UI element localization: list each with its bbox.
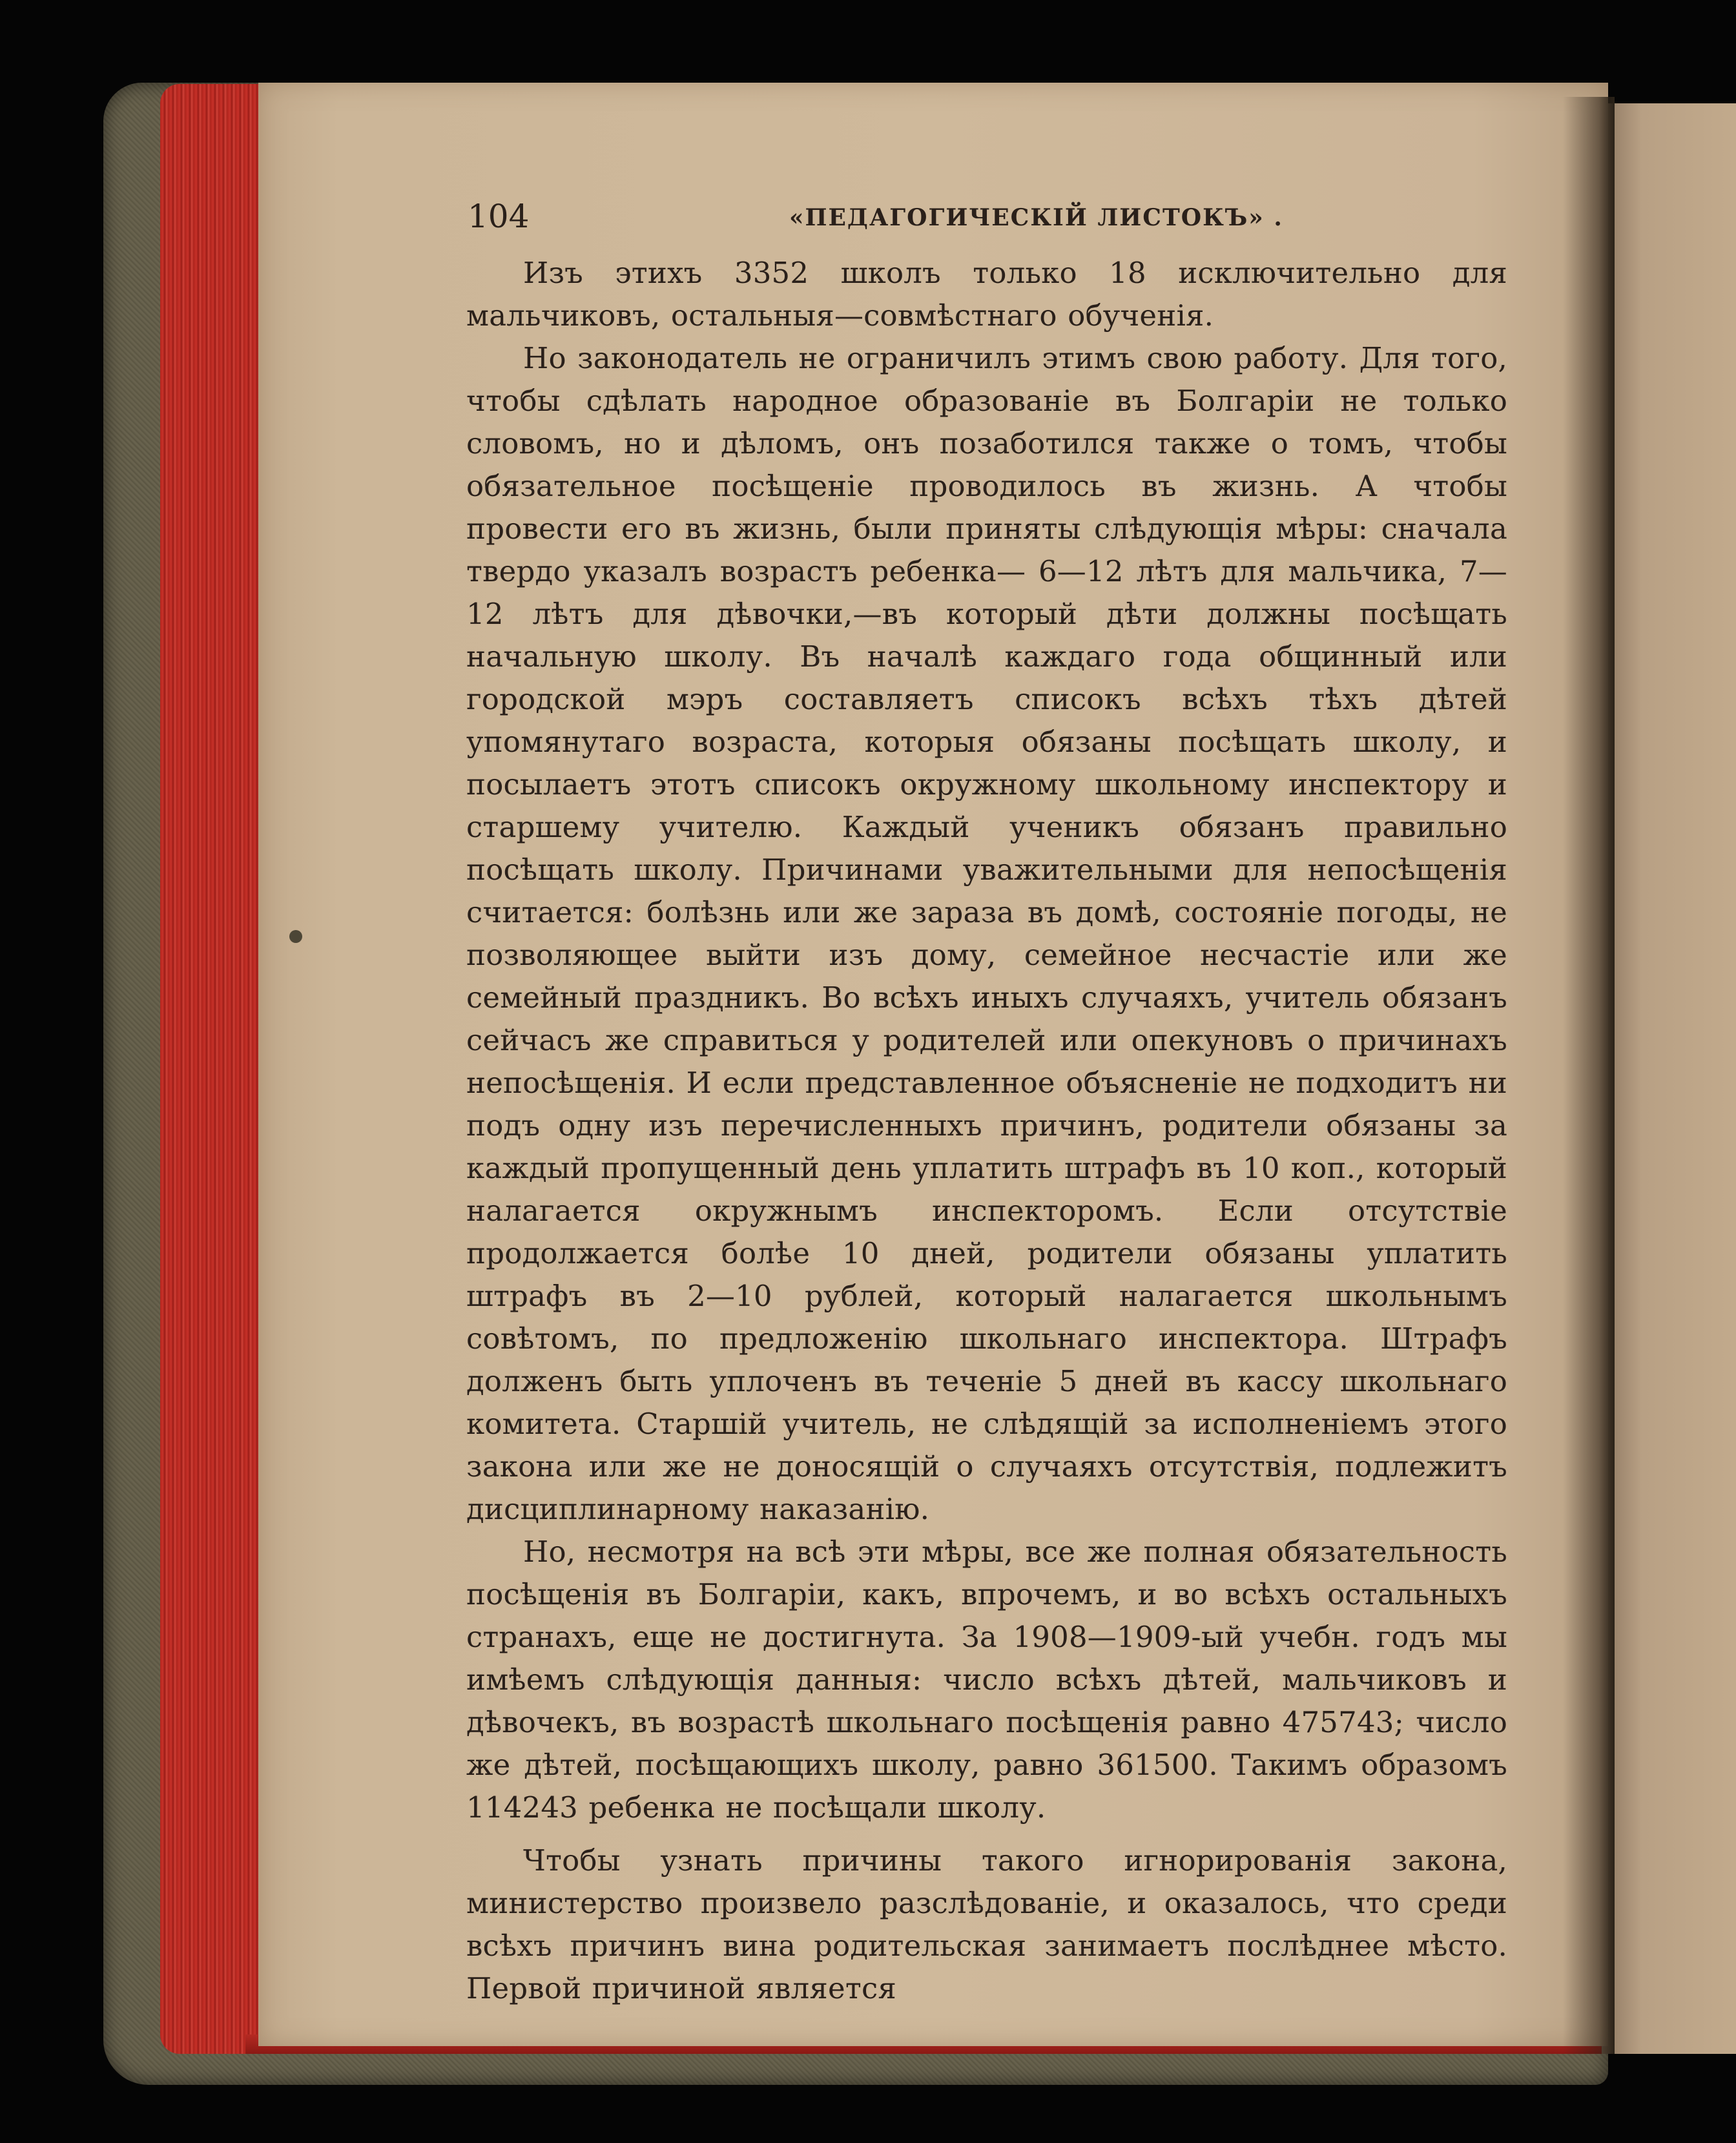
page-number: 104 [468,198,530,235]
paper-speck [289,930,302,943]
next-page-sliver [1602,103,1736,2054]
paragraph-2: Но законодатель не ограничилъ этимъ свою работу. Для того, чтобы сдѣлать народное образованіе въ Болгаріи не только словомъ, но и дѣломъ, онъ позаботился также о томъ, чтобы обязательное посѣщеніе проводилось въ жизнь. А чтобы провести его въ жизнь, были приняты слѣдующія мѣры: сначала твердо указалъ возрастъ ребенка— 6—12 лѣтъ для мальчика, 7—12 лѣтъ для дѣвочки,—въ который дѣти должны посѣщать начальную школу. Въ началѣ каждаго года общинный или городской мэръ составляетъ списокъ всѣхъ тѣхъ дѣтей упомянутаго возраста, которыя обязаны посѣщать школу, и посылаетъ этотъ списокъ окружному школьному инспектору и старшему учителю. Каждый ученикъ обязанъ правильно посѣщать школу. Причинами уважительными для непосѣщенія считается: болѣзнь или же зараза въ домѣ, состояніе погоды, не позволяющее выйти изъ дому, семейное несчастіе или же семейный праздникъ. Во всѣхъ иныхъ случаяхъ, учитель обязанъ сейчасъ же справиться у родителей или опекуновъ о причинахъ непосѣщенія. И если представленное объясненіе не подходитъ ни подъ одну изъ перечисленныхъ причинъ, родители обязаны за каждый пропущенный день уплатить штрафъ въ 10 коп., который налагается окружнымъ инспекторомъ. Если отсутствіе продолжается болѣе 10 дней, родители обязаны уплатить штрафъ въ 2—10 рублей, который налагается школьнымъ совѣтомъ, по предложенію школьнаго инспектора. Штрафъ долженъ быть уплоченъ въ теченіе 5 дней въ кассу школьнаго комитета. Старшій учитель, не слѣдящій за исполненіемъ этого закона или же не доносящій о случаяхъ отсутствія, подлежитъ дисциплинарному наказанію. [466,341,1507,1526]
paragraph-4: Чтобы узнать причины такого игнорированія закона, министерство произвело разслѣдованіе, и оказалось, что среди всѣхъ причинъ вина родительская занимаетъ послѣднее мѣсто. Первой причиной является [466,1843,1507,2005]
paragraph-1: Изъ этихъ 3352 школъ только 18 исключительно для мальчиковъ, остальныя—совмѣстнаго обученія. [466,256,1507,333]
running-title: «ПЕДАГОГИЧЕСКІЙ ЛИСТОКЪ» . [789,204,1283,231]
page-header [466,194,1507,252]
page-gutter-shadow [1563,97,1615,2054]
paragraph-3: Но, несмотря на всѣ эти мѣры, все же полная обязательность посѣщенія въ Болгаріи, какъ, впрочемъ, и во всѣхъ остальныхъ странахъ, еще не достигнута. За 1908—1909-ый учебн. годъ мы имѣемъ слѣдующія данныя: число всѣхъ дѣтей, мальчиковъ и дѣвочекъ, въ возрастѣ школьнаго посѣщенія равно 475743; число же дѣтей, посѣщающихъ школу, равно 361500. Такимъ образомъ 114243 ребенка не посѣщали школу. [466,1535,1507,1825]
page-text-block [466,194,1507,2010]
